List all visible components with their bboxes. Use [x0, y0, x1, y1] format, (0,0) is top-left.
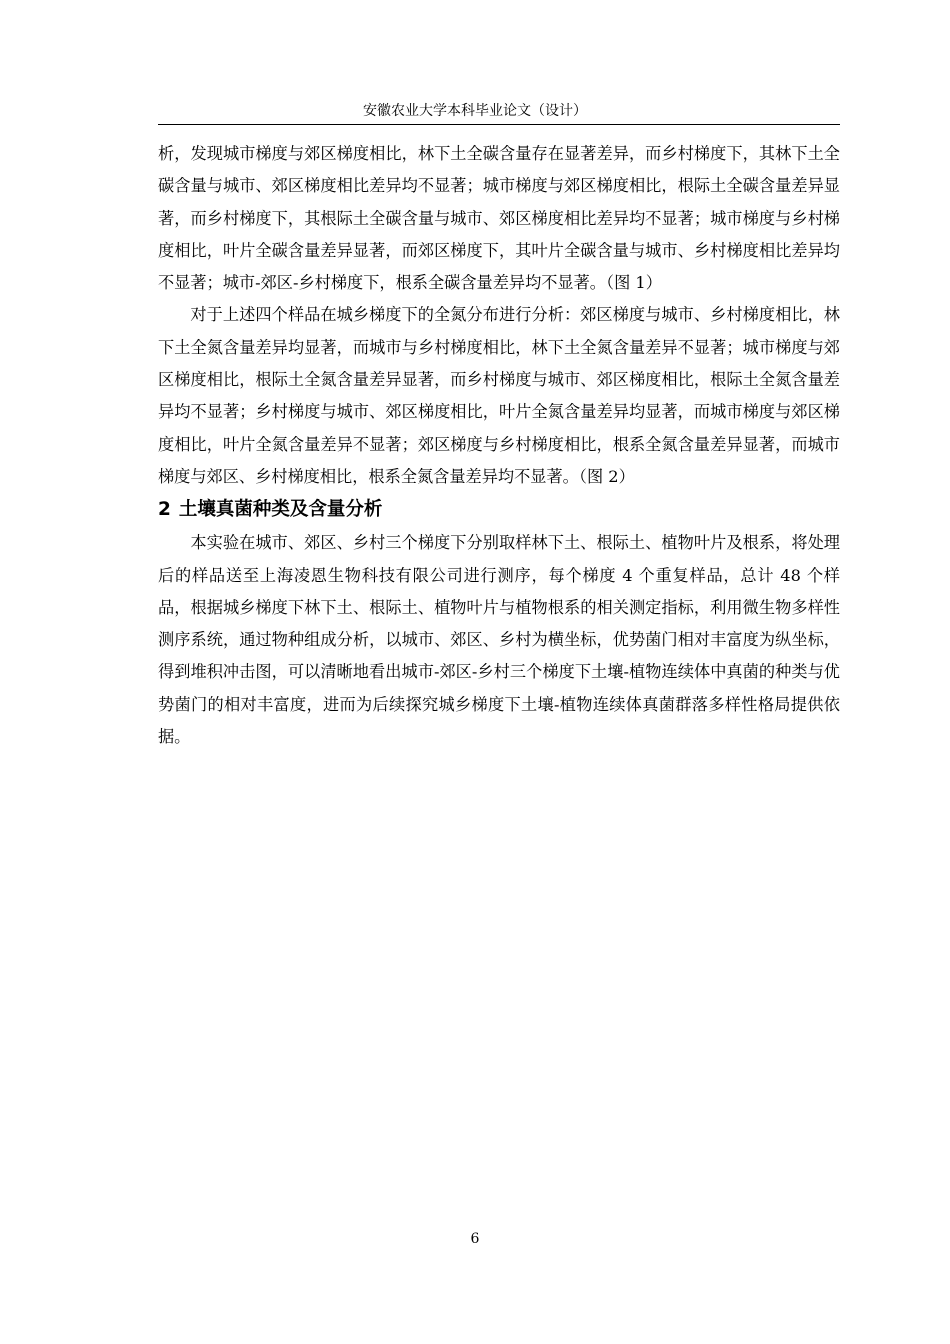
body-text	[158, 138, 840, 753]
paragraph-fungi-method: 本实验在城市、郊区、乡村三个梯度下分别取样林下土、根际土、植物叶片及根系，将处理后的样品送至上海凌恩生物科技有限公司进行测序，每个梯度 4 个重复样品，总计 48 个样品，根据城乡梯度下林下土、根际土、植物叶片与植物根系的相关测定指标，利用微生物多样性测序系统，通过物种组成分析，以城市、郊区、乡村为横坐标，优势菌门相对丰富度为纵坐标，得到堆积冲击图，可以清晰地看出城市-郊区-乡村三个梯度下土壤-植物连续体中真菌的种类与优势菌门的相对丰富度，进而为后续探究城乡梯度下土壤-植物连续体真菌群落多样性格局提供依据。	[158, 533, 840, 747]
page-number: 6	[470, 1231, 480, 1247]
header-rule	[158, 124, 840, 125]
paragraph-nitrogen-analysis: 对于上述四个样品在城乡梯度下的全氮分布进行分析：郊区梯度与城市、乡村梯度相比，林下土全氮含量差异均显著，而城市与乡村梯度相比，林下土全氮含量差异不显著；城市梯度与郊区梯度相比，根际土全氮含量差异显著，而乡村梯度与城市、郊区梯度相比，根际土全氮含量差异均不显著；乡村梯度与城市、郊区梯度相比，叶片全氮含量差异均显著，而城市梯度与郊区梯度相比，叶片全氮含量差异不显著；郊区梯度与乡村梯度相比，根系全氮含量差异显著，而城市梯度与郊区、乡村梯度相比，根系全氮含量差异均不显著。（图 2）	[158, 305, 840, 486]
running-header: 安徽农业大学本科毕业论文（设计）	[363, 103, 587, 119]
section-number: 2	[158, 499, 171, 521]
section-title: 土壤真菌种类及含量分析	[178, 499, 383, 521]
paragraph-carbon-analysis: 析，发现城市梯度与郊区梯度相比，林下土全碳含量存在显著差异，而乡村梯度下，其林下土全碳含量与城市、郊区梯度相比差异均不显著；城市梯度与郊区梯度相比，根际土全碳含量差异显著，而乡村梯度下，其根际土全碳含量与城市、郊区梯度相比差异均不显著；城市梯度与乡村梯度相比，叶片全碳含量差异显著，而郊区梯度下，其叶片全碳含量与城市、乡村梯度相比差异均不显著；城市-郊区-乡村梯度下，根系全碳含量差异均不显著。（图 1）	[158, 144, 840, 293]
section-heading	[158, 493, 840, 527]
